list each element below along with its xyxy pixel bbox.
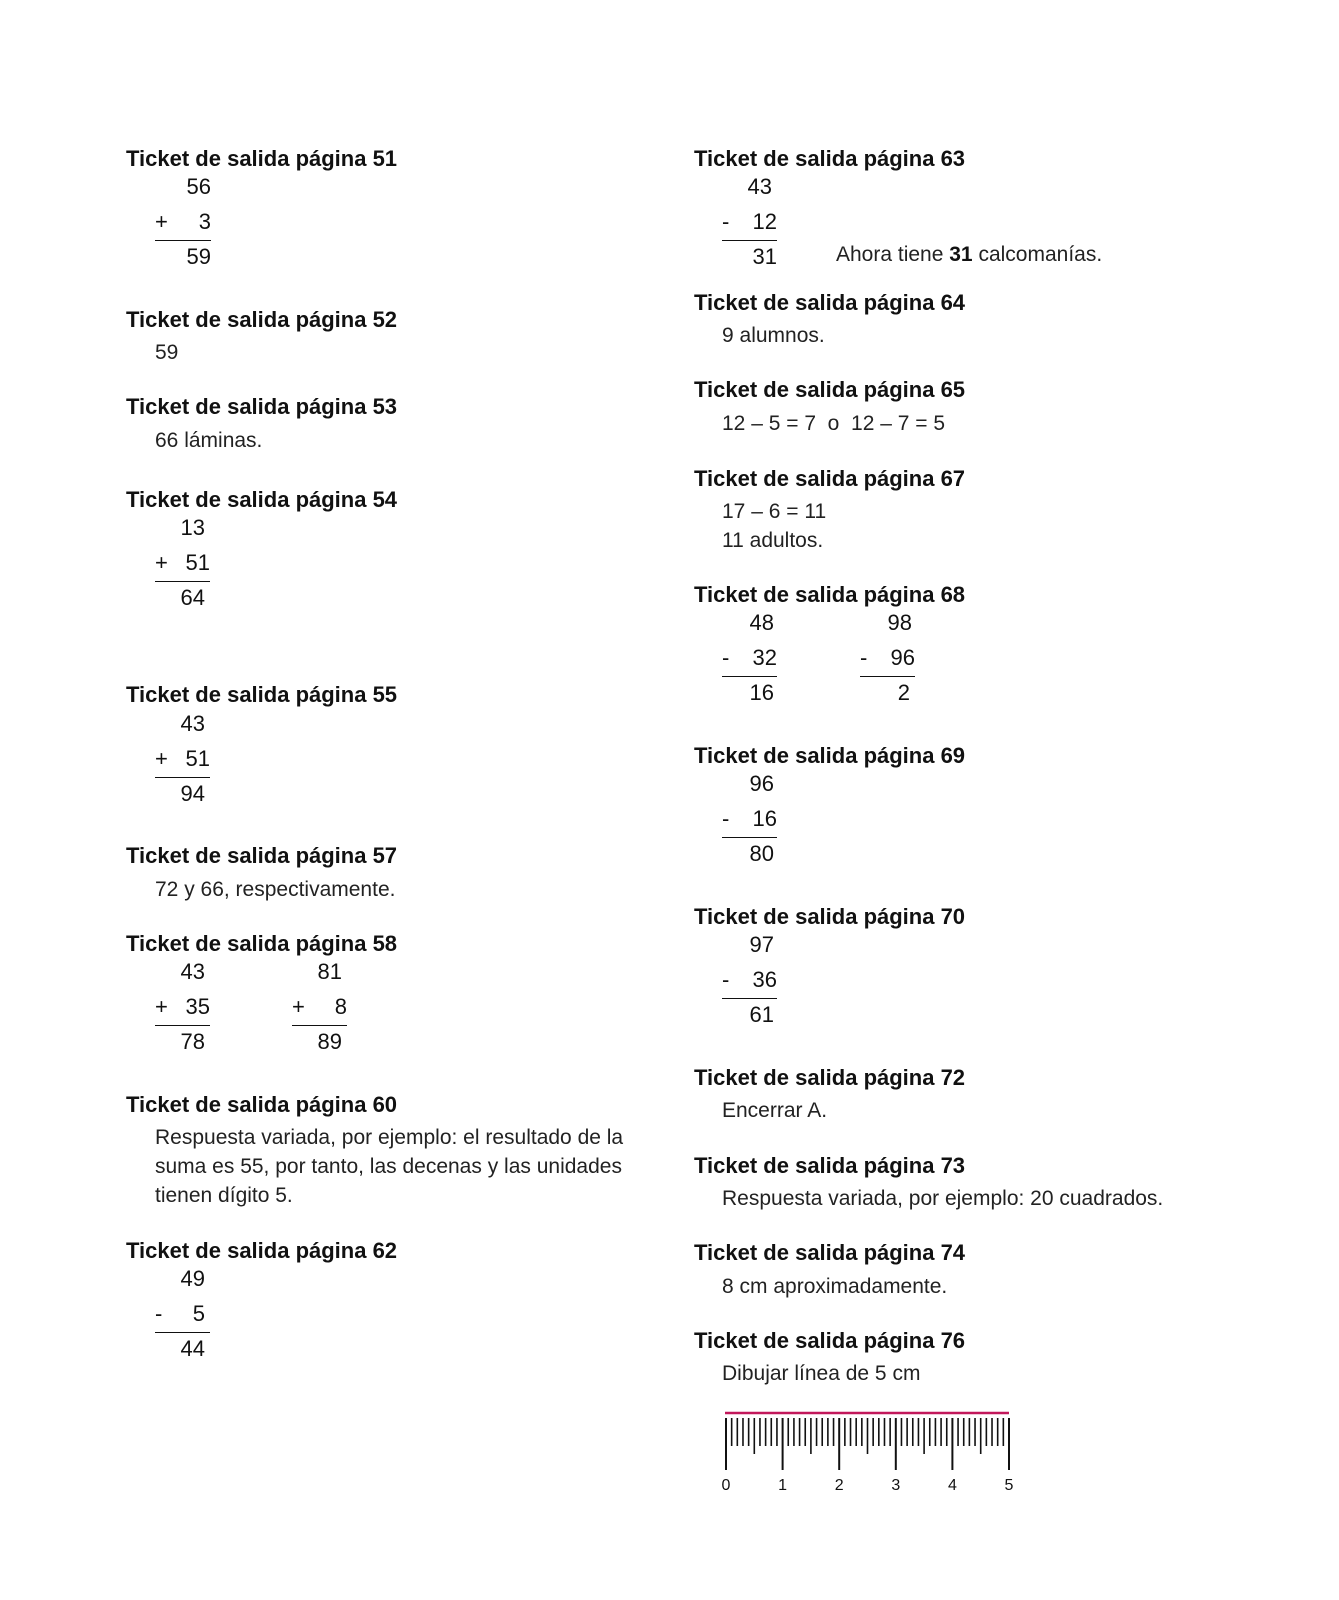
- heading-ticket-70: Ticket de salida página 70: [694, 904, 966, 929]
- operator-sign: +: [155, 994, 168, 1019]
- second-operand: 5: [192, 1301, 205, 1326]
- ruler-illustration: [720, 1408, 1020, 1503]
- operator-sign: -: [722, 806, 730, 831]
- first-operand: 49: [180, 1266, 205, 1291]
- operator-sign: -: [722, 967, 730, 992]
- first-operand: 81: [317, 959, 342, 984]
- operator-sign: +: [155, 550, 168, 575]
- answer-text: Dibujar línea de 5 cm: [722, 1362, 921, 1385]
- heading-ticket-69: Ticket de salida página 69: [694, 743, 966, 768]
- heading-ticket-65: Ticket de salida página 65: [694, 377, 966, 402]
- operator-sign: -: [722, 645, 730, 670]
- second-operand: 35: [185, 994, 210, 1019]
- operator-sign: +: [155, 746, 168, 771]
- operation-result: 31: [752, 244, 777, 269]
- operation-result: 16: [749, 680, 774, 705]
- operation-result: 78: [180, 1029, 205, 1054]
- ruler-label: 4: [947, 1477, 957, 1494]
- heading-ticket-51: Ticket de salida página 51: [126, 146, 398, 171]
- operation-result: 64: [180, 585, 205, 610]
- heading-ticket-73: Ticket de salida página 73: [694, 1153, 966, 1178]
- answer-sentence-number: 31: [949, 243, 973, 266]
- second-operand: 51: [185, 550, 210, 575]
- heading-ticket-55: Ticket de salida página 55: [126, 682, 398, 707]
- operation-rule: [722, 837, 777, 838]
- answer-text: 12 – 5 = 7 o 12 – 7 = 5: [722, 412, 946, 435]
- answer-text: 9 alumnos.: [722, 324, 825, 347]
- first-operand: 48: [749, 610, 774, 635]
- heading-ticket-58: Ticket de salida página 58: [126, 931, 398, 956]
- heading-ticket-74: Ticket de salida página 74: [694, 1240, 966, 1265]
- second-operand: 51: [185, 746, 210, 771]
- operation-result: 94: [180, 781, 205, 806]
- heading-ticket-64: Ticket de salida página 64: [694, 290, 966, 315]
- operation-result: 44: [180, 1336, 205, 1361]
- first-operand: 56: [186, 174, 211, 199]
- heading-ticket-60: Ticket de salida página 60: [126, 1092, 398, 1117]
- first-operand: 97: [749, 932, 774, 957]
- answer-text: 72 y 66, respectivamente.: [155, 878, 396, 901]
- heading-ticket-72: Ticket de salida página 72: [694, 1065, 966, 1090]
- second-operand: 3: [198, 209, 211, 234]
- ruler-label: 3: [891, 1477, 901, 1494]
- first-operand: 43: [180, 711, 205, 736]
- ruler-label: 2: [834, 1477, 844, 1494]
- operator-sign: -: [155, 1301, 163, 1326]
- answer-sentence-end: calcomanías.: [972, 243, 1103, 266]
- operation-result: 61: [749, 1002, 774, 1027]
- second-operand: 32: [752, 645, 777, 670]
- heading-ticket-53: Ticket de salida página 53: [126, 394, 398, 419]
- operator-sign: -: [860, 645, 868, 670]
- answer-text: Encerrar A.: [722, 1099, 828, 1122]
- answer-text: 66 láminas.: [155, 429, 263, 452]
- operation-rule: [722, 240, 777, 241]
- heading-ticket-68: Ticket de salida página 68: [694, 582, 966, 607]
- operation-result: 89: [317, 1029, 342, 1054]
- heading-ticket-63: Ticket de salida página 63: [694, 146, 966, 171]
- operation-rule: [860, 676, 915, 677]
- heading-ticket-76: Ticket de salida página 76: [694, 1328, 966, 1353]
- heading-ticket-54: Ticket de salida página 54: [126, 487, 398, 512]
- ruler-label: 5: [1004, 1477, 1014, 1494]
- first-operand: 43: [180, 959, 205, 984]
- answer-sentence: [836, 241, 1102, 269]
- second-operand: 96: [890, 645, 915, 670]
- operation-rule: [722, 998, 777, 999]
- second-operand: 12: [752, 209, 777, 234]
- answer-text: 8 cm aproximadamente.: [722, 1275, 948, 1298]
- second-operand: 16: [752, 806, 777, 831]
- operation-result: 59: [186, 244, 211, 269]
- ruler-label: 1: [778, 1477, 788, 1494]
- answer-text: 11 adultos.: [722, 529, 824, 552]
- operator-sign: -: [722, 209, 730, 234]
- answer-text: Respuesta variada, por ejemplo: el resultado de la suma es 55, por tanto, las decenas y las unidades tienen dígito 5.: [155, 1126, 624, 1207]
- answer-sentence-start: Ahora tiene: [836, 243, 950, 266]
- second-operand: 8: [334, 994, 347, 1019]
- heading-ticket-67: Ticket de salida página 67: [694, 466, 966, 491]
- first-operand: 13: [180, 515, 205, 540]
- operation-result: 2: [897, 680, 910, 705]
- operator-sign: +: [292, 994, 305, 1019]
- answer-equation: 17 – 6 = 11: [722, 500, 827, 523]
- first-operand: 96: [749, 771, 774, 796]
- answer-text: Respuesta variada, por ejemplo: 20 cuadrados.: [722, 1187, 1164, 1210]
- operation-rule: [722, 676, 777, 677]
- heading-ticket-62: Ticket de salida página 62: [126, 1238, 398, 1263]
- operation-result: 80: [749, 841, 774, 866]
- ruler-labels: [722, 1477, 1014, 1494]
- first-operand: 98: [887, 610, 912, 635]
- second-operand: 36: [752, 967, 777, 992]
- operator-sign: +: [155, 209, 168, 234]
- ruler-label: 0: [721, 1477, 731, 1494]
- heading-ticket-57: Ticket de salida página 57: [126, 843, 398, 868]
- heading-ticket-52: Ticket de salida página 52: [126, 307, 398, 332]
- ruler-ticks: [726, 1418, 1009, 1470]
- answer-text: 59: [155, 341, 179, 364]
- first-operand: 43: [747, 174, 772, 199]
